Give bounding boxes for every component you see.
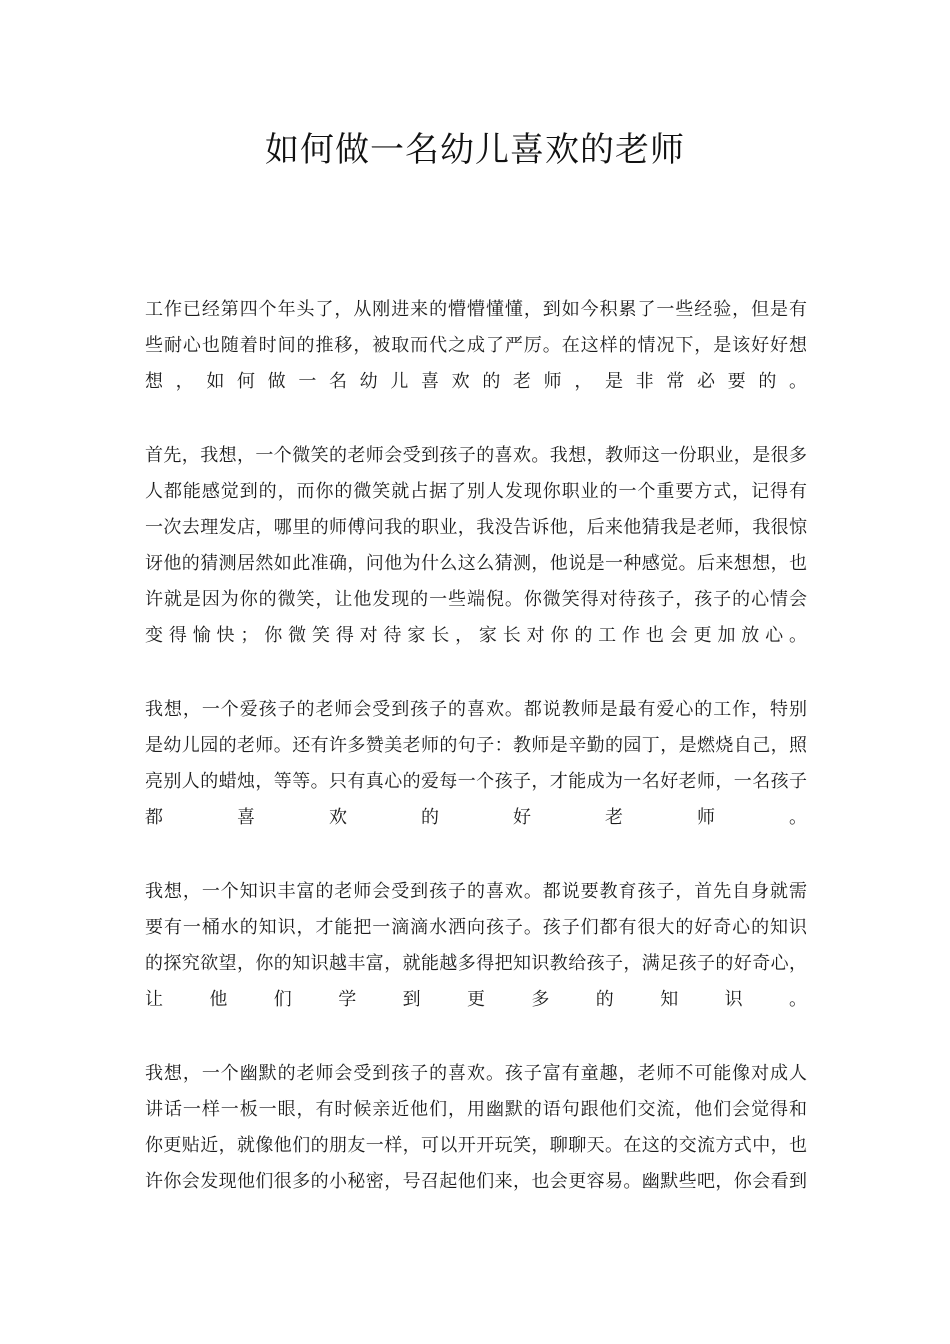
paragraph-line: 的探究欲望，你的知识越丰富，就能越多得把知识教给孩子，满足孩子的好奇心， — [145, 953, 807, 974]
paragraph-line: 我想，一个知识丰富的老师会受到孩子的喜欢。都说要教育孩子，首先自身就需 — [145, 881, 807, 902]
paragraph-line: 一次去理发店，哪里的师傅问我的职业，我没告诉他，后来他猜我是老师，我很惊 — [145, 517, 807, 538]
paragraph-line: 我想，一个幽默的老师会受到孩子的喜欢。孩子富有童趣，老师不可能像对成人 — [145, 1063, 807, 1084]
paragraph-line: 首先，我想，一个微笑的老师会受到孩子的喜欢。我想，教师这一份职业，是很多 — [145, 445, 807, 466]
paragraph-line: 工作已经第四个年头了，从刚进来的懵懵懂懂，到如今积累了一些经验，但是有 — [145, 299, 807, 320]
paragraph-line: 讶他的猜测居然如此准确，问他为什么这么猜测，他说是一种感觉。后来想想，也 — [145, 553, 807, 574]
paragraph-line: 是幼儿园的老师。还有许多赞美老师的句子：教师是辛勤的园丁，是燃烧自己，照 — [145, 735, 807, 756]
document-title: 如何做一名幼儿喜欢的老师 — [265, 130, 685, 170]
paragraph-line: 许就是因为你的微笑，让他发现的一些端倪。你微笑得对待孩子，孩子的心情会 — [145, 589, 807, 610]
paragraph-5 — [145, 1056, 807, 1200]
paragraph-line: 许你会发现他们很多的小秘密，号召起他们来，也会更容易。幽默些吧，你会看到 — [145, 1171, 807, 1192]
paragraph-line: 要有一桶水的知识，才能把一滴滴水洒向孩子。孩子们都有很大的好奇心的知识 — [145, 917, 807, 938]
paragraph-line: 让他们学到更多的知识。 — [145, 989, 807, 1010]
document-body — [145, 292, 807, 1238]
paragraph-line: 想，如何做一名幼儿喜欢的老师，是非常必要的。 — [145, 371, 807, 392]
paragraph-line: 人都能感觉到的，而你的微笑就占据了别人发现你职业的一个重要方式，记得有 — [145, 481, 807, 502]
paragraph-line: 我想，一个爱孩子的老师会受到孩子的喜欢。都说教师是最有爱心的工作，特别 — [145, 699, 807, 720]
paragraph-3 — [145, 692, 807, 836]
paragraph-4 — [145, 874, 807, 1018]
paragraph-line: 你更贴近，就像他们的朋友一样，可以开开玩笑，聊聊天。在这的交流方式中，也 — [145, 1135, 807, 1156]
paragraph-line: 变得愉快；你微笑得对待家长，家长对你的工作也会更加放心。 — [145, 625, 807, 646]
paragraph-line: 讲话一样一板一眼，有时候亲近他们，用幽默的语句跟他们交流，他们会觉得和 — [145, 1099, 807, 1120]
paragraph-2 — [145, 438, 807, 654]
paragraph-line: 亮别人的蜡烛，等等。只有真心的爱每一个孩子，才能成为一名好老师，一名孩子 — [145, 771, 807, 792]
paragraph-1 — [145, 292, 807, 400]
paragraph-line: 都喜欢的好老师。 — [145, 807, 807, 828]
paragraph-line: 些耐心也随着时间的推移，被取而代之成了严厉。在这样的情况下，是该好好想 — [145, 335, 807, 356]
